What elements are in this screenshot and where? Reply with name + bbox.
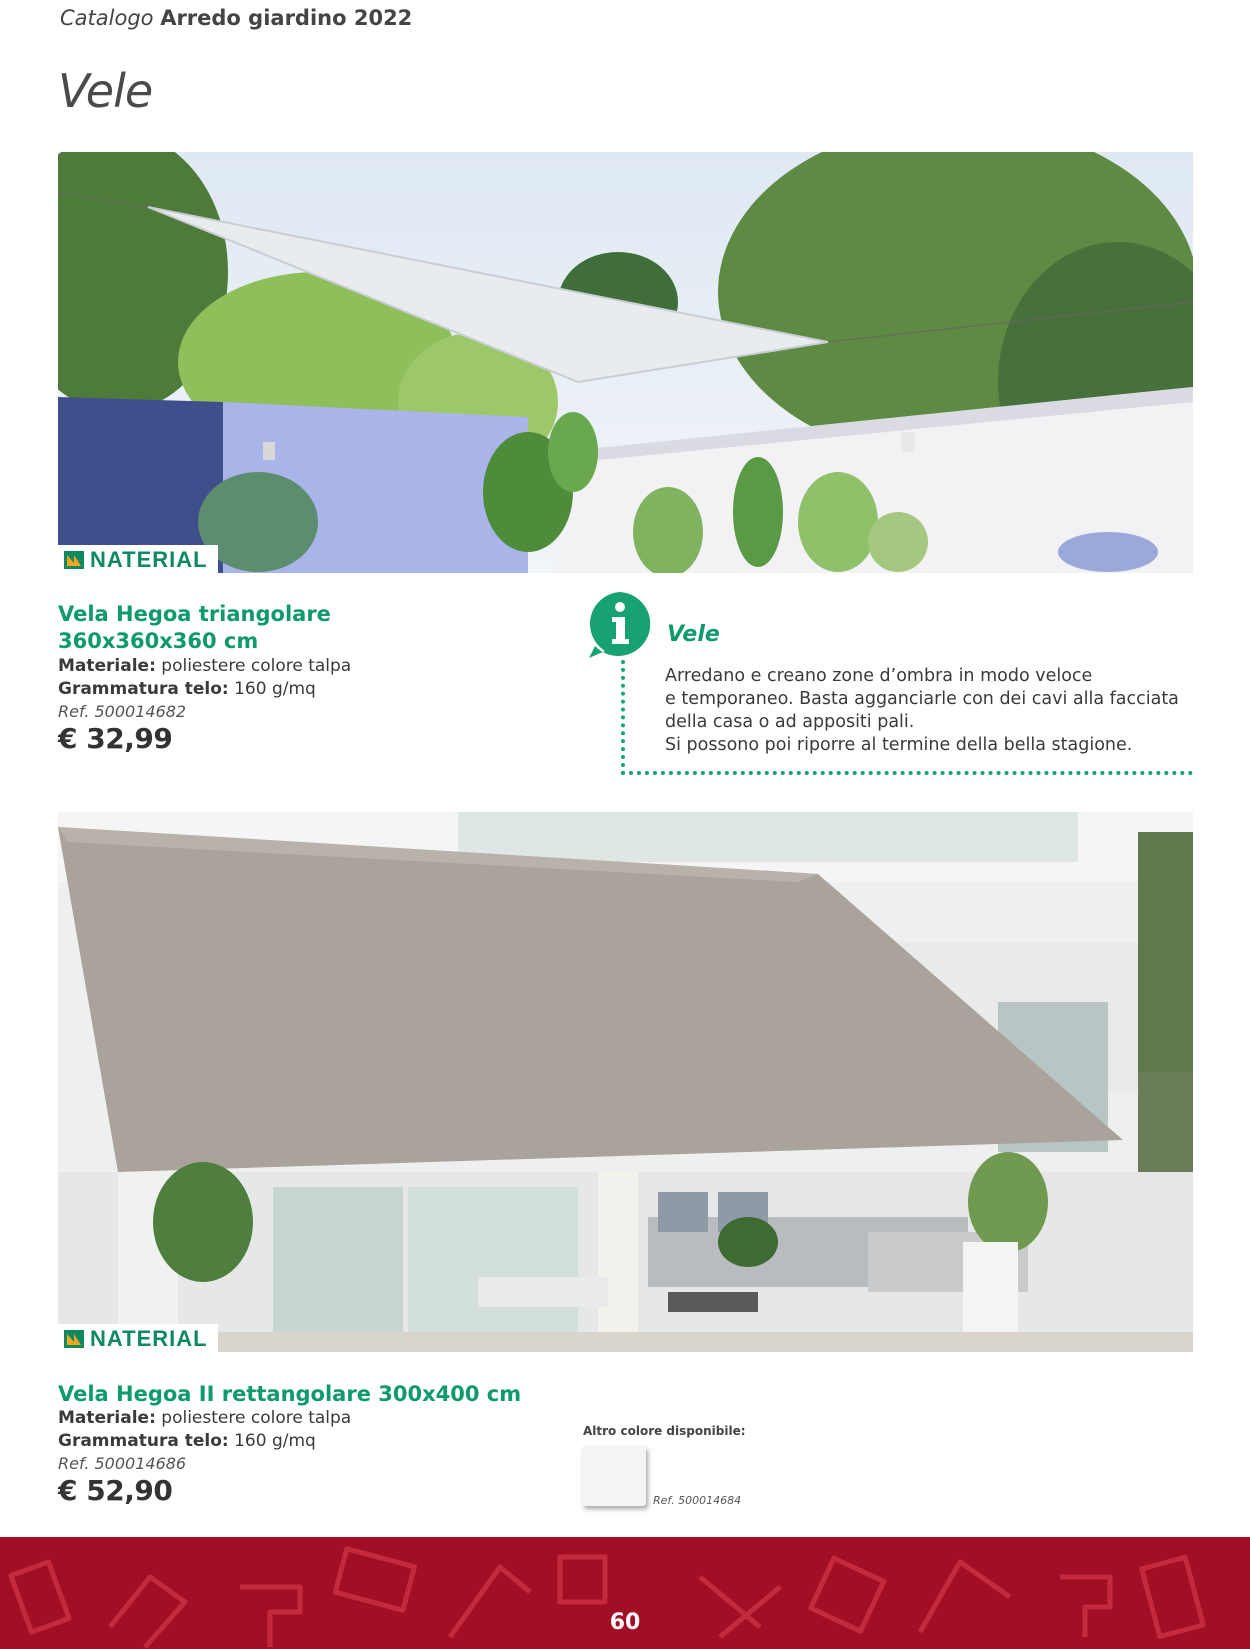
catalog-name: Arredo giardino 2022: [160, 6, 413, 30]
product-1-weight: [58, 678, 316, 701]
brand-name: NATERIAL: [90, 546, 208, 572]
page-number: 60: [609, 1610, 641, 1635]
brand-badge: [58, 1324, 218, 1352]
alternative-color-ref: Ref. 500014684: [653, 1494, 742, 1507]
weight-value: 160 g/mq: [234, 1431, 316, 1451]
product-title-2: Vela Hegoa II rettangolare 300x400 cm: [58, 1382, 522, 1406]
info-text-line: della casa o ad appositi pali.: [665, 712, 915, 732]
material-label: Materiale:: [58, 1408, 156, 1428]
naterial-logo-icon: [64, 1330, 84, 1348]
product-2-material: [58, 1407, 351, 1430]
brand-badge: [58, 545, 218, 573]
catalog-label: Catalogo: [60, 6, 154, 30]
info-text-line: Arredano e creano zone d’ombra in modo veloce: [665, 666, 1093, 686]
product-photo-triangular-sail: [58, 152, 1193, 573]
color-swatch-white: [582, 1446, 646, 1506]
product-2-ref: Ref. 500014686: [58, 1454, 187, 1473]
weight-label: Grammatura telo:: [58, 1431, 229, 1451]
product-photo-rectangular-sail: [58, 812, 1193, 1352]
material-value: poliestere colore talpa: [161, 1408, 352, 1428]
material-value: poliestere colore talpa: [161, 656, 352, 676]
product-1-price: € 32,99: [58, 722, 173, 755]
product-1-ref: Ref. 500014682: [58, 702, 187, 721]
naterial-logo-icon: [64, 551, 84, 569]
info-icon: [583, 588, 655, 660]
alternative-color-label: Altro colore disponibile:: [583, 1424, 746, 1438]
product-2-weight: [58, 1430, 316, 1453]
brand-name: NATERIAL: [90, 1325, 208, 1351]
weight-label: Grammatura telo:: [58, 679, 229, 699]
info-text-line: Si possono poi riporre al termine della bella stagione.: [665, 735, 1133, 755]
weight-value: 160 g/mq: [234, 679, 316, 699]
terrace-scene-illustration: [58, 812, 1193, 1352]
product-title-1: [58, 601, 331, 655]
product-title-1-line2: 360x360x360 cm: [58, 629, 259, 653]
page-title: Vele: [58, 64, 153, 118]
product-1-material: [58, 655, 351, 678]
info-text: [665, 665, 1205, 757]
info-dotted-border-bottom: [621, 771, 1193, 775]
garden-scene-illustration: [58, 152, 1193, 573]
catalog-header: [60, 6, 412, 30]
material-label: Materiale:: [58, 656, 156, 676]
info-text-line: e temporaneo. Basta agganciarle con dei cavi alla facciata: [665, 689, 1179, 709]
product-title-1-line1: Vela Hegoa triangolare: [58, 602, 331, 626]
info-title: Vele: [667, 622, 720, 647]
product-2-price: € 52,90: [58, 1474, 173, 1507]
info-dotted-border-left: [621, 660, 625, 775]
